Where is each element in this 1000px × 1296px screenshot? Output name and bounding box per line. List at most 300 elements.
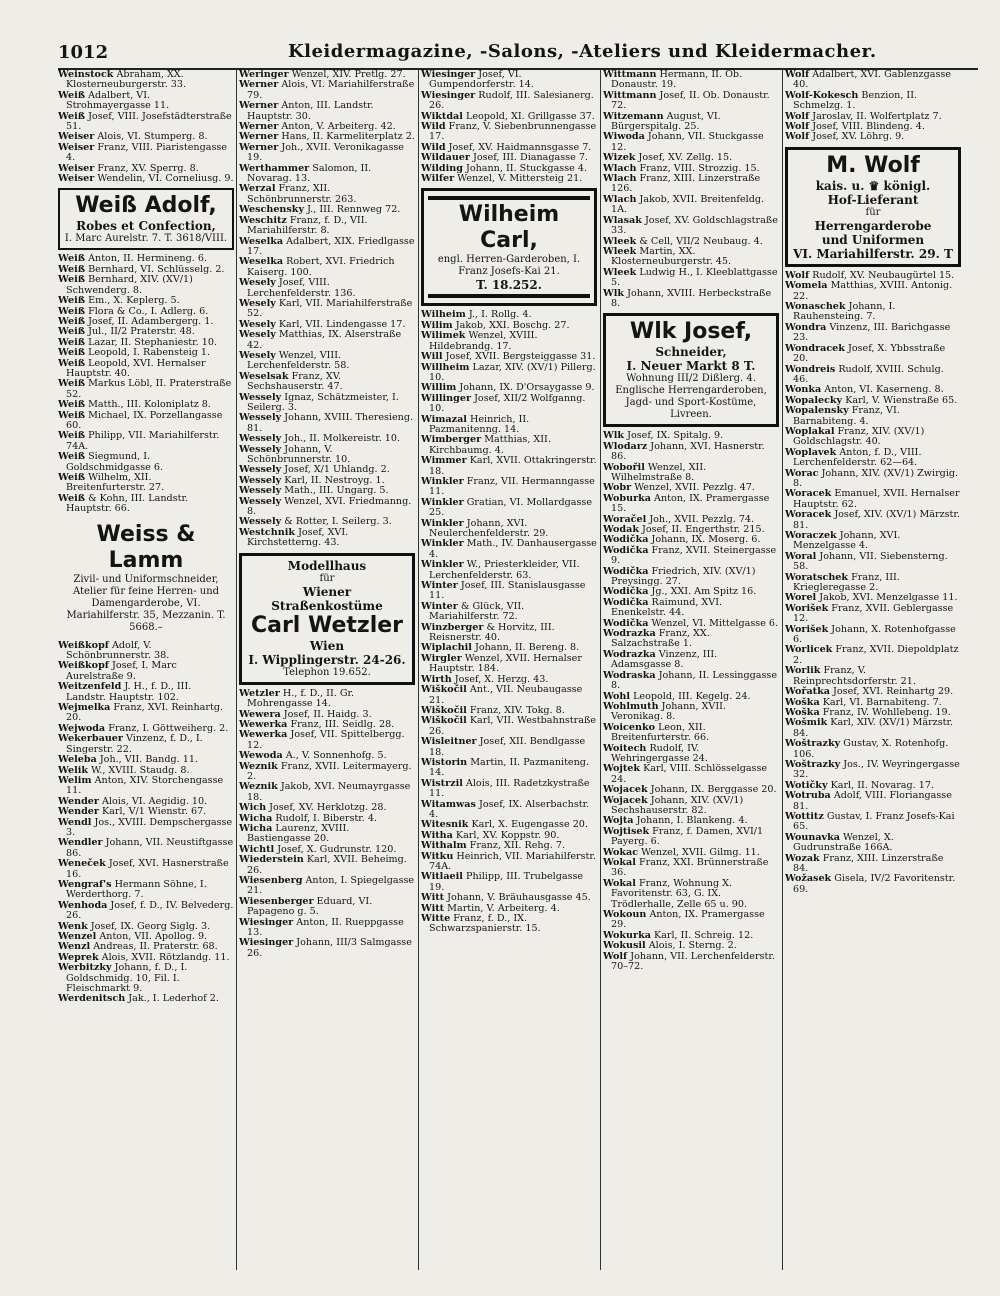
ad-line: Wiener Straßenkostüme: [271, 584, 383, 613]
entry-address: Josef, XII. Bendlgasse 18.: [429, 736, 586, 758]
entry-name: Werbitzky: [58, 962, 112, 974]
entry-name: Witzemann: [603, 110, 664, 122]
entry-name: Winter: [421, 580, 458, 592]
entry-address: W., Priesterkleider, VII. Lerchenfelderstr. 63.: [429, 559, 580, 581]
entry-name: Wessely: [239, 495, 282, 507]
directory-entry: [58, 112, 234, 133]
directory-entry: [785, 552, 961, 573]
directory-entry: [421, 91, 597, 112]
entry-address: Johann, f. D., I. Goldschmidg. 10, Fil. I. Fleischmarkt 9.: [66, 962, 188, 995]
entry-name: Woštrazky: [785, 738, 841, 750]
entry-name: Weißkopf: [58, 639, 109, 651]
entry-name: Wessely: [239, 433, 282, 445]
directory-entry: [603, 858, 779, 879]
entry-name: Wejwoda: [58, 722, 106, 734]
directory-entry: [58, 411, 234, 432]
entry-name: Woplavek: [785, 446, 837, 458]
entry-address: Franz, V. Reinprechtsdorferstr. 21.: [793, 665, 916, 687]
directory-entry: [603, 463, 779, 484]
entry-address: Matthias, XVIII. Antonig. 22.: [793, 280, 953, 302]
directory-entry: [785, 510, 961, 531]
entry-name: Wendler: [58, 837, 103, 849]
entry-name: Witesnik: [421, 819, 469, 831]
entry-name: Wokurka: [603, 929, 651, 941]
entry-address: Karl, VII. Mariahilferstraße 52.: [247, 297, 413, 320]
entry-address: Lazar, II. Stephaniestr. 10.: [85, 336, 217, 348]
entry-name: Weiß: [58, 274, 86, 286]
entry-name: Werdenitsch: [58, 993, 126, 1005]
entry-address: Hermann, II. Ob. Donaustr. 19.: [611, 70, 743, 91]
entry-name: Witt: [421, 892, 445, 904]
entry-address: Hans, II. Karmeliterplatz 2.: [278, 131, 415, 143]
entry-address: Joh., VII. Bandg. 11.: [96, 754, 198, 766]
directory-entry: [785, 760, 961, 781]
entry-name: Wodraska: [603, 669, 656, 681]
entry-address: Jos., XVIII. Dempschergasse 3.: [66, 816, 233, 838]
directory-entry: [785, 448, 961, 469]
directory-entry: [785, 91, 961, 112]
entry-address: Friedrich, XIV. (XV/1) Preysingg. 27.: [611, 565, 756, 588]
entry-address: Matth., III. Koloniplatz 8.: [85, 399, 211, 411]
entry-address: Martin, II. Pazmaniteng. 14.: [429, 756, 589, 779]
entry-name: Wlasak: [603, 214, 642, 226]
entry-name: Werzal: [239, 183, 276, 195]
entry-name: Weselsak: [239, 370, 289, 382]
directory-entry: [239, 80, 415, 101]
entry-name: Wejmelka: [58, 702, 111, 714]
entry-address: Josef, XVI. Reinhartg 29.: [829, 686, 954, 698]
entry-name: Willim: [421, 382, 457, 394]
entry-address: Wendelin, VI. Corneliusg. 9.: [94, 173, 234, 185]
entry-address: Josef, I. Marc Aurelstraße 9.: [66, 660, 177, 682]
entry-name: Woracek: [785, 488, 832, 500]
directory-entry: [603, 546, 779, 567]
entry-name: Westchnik: [239, 526, 296, 538]
directory-entry: [58, 473, 234, 494]
entry-address: Karl, VII. Westbahnstraße 26.: [429, 715, 597, 737]
entry-name: Wiškočil: [421, 704, 467, 716]
entry-name: Wlach: [603, 173, 637, 185]
entry-name: Wittmann: [603, 70, 657, 80]
entry-address: Anton, IX. Pramergasse 15.: [611, 492, 770, 515]
entry-name: Wiškočil: [421, 715, 467, 727]
directory-entry: [58, 275, 234, 296]
entry-name: Wessely: [239, 443, 282, 455]
directory-entry: [785, 427, 961, 448]
directory-entry: [421, 363, 597, 384]
entry-address: Karl, VIII. Schlösselgasse 24.: [611, 763, 768, 785]
entry-address: Josef, XVI. Hasnerstraße 16.: [66, 858, 229, 880]
entry-address: Martin, V. Arbeiterg. 4.: [444, 902, 560, 914]
entry-name: Werner: [239, 79, 279, 91]
entry-address: Anton, V. Arbeiterg. 42.: [278, 121, 396, 133]
entry-address: Adalbert, XVI. Gablenzgasse 40.: [793, 70, 951, 91]
entry-name: Werner: [239, 121, 279, 133]
entry-name: Wenzel: [58, 931, 97, 942]
entry-name: Weiß: [58, 253, 86, 265]
entry-address: Leopold, XI. Grillgasse 37.: [462, 110, 595, 122]
directory-entry: [421, 498, 597, 519]
entry-address: Karl, X. Eugengasse 20.: [468, 819, 588, 831]
column-4: [603, 70, 779, 1270]
entry-address: Adolf, V. Schönbrunnerstr. 38.: [66, 639, 170, 662]
ad-rule: [428, 294, 590, 298]
directory-entry: [785, 302, 961, 323]
entry-address: Franz, f. D., IX. Schwarzspanierstr. 15.: [429, 913, 541, 935]
directory-entry: [785, 791, 961, 812]
entry-name: Wodička: [603, 617, 649, 629]
entry-address: Anton, I. Spiegelgasse 21.: [247, 875, 415, 897]
directory-entry: [421, 737, 597, 758]
entry-address: Johann, VII. Stuckgasse 12.: [611, 131, 764, 153]
entry-name: Wopalecky: [785, 394, 843, 406]
entry-address: Josef, XVII. Bergsteiggasse 31.: [442, 351, 596, 363]
entry-address: Franz, XV. Sechshauserstr. 47.: [247, 370, 343, 393]
entry-name: Worac: [785, 467, 819, 479]
directory-entry: [421, 539, 597, 560]
entry-address: Wenzel, V. Mittersteig 21.: [454, 173, 583, 185]
entry-name: Wiesenberg: [239, 875, 303, 886]
entry-address: Philipp, III. Trubelgasse 19.: [429, 871, 584, 893]
directory-entry: [603, 268, 779, 289]
entry-address: Jakob, XXI. Boschg. 27.: [452, 319, 570, 331]
entry-address: Leopold, I. Rabensteig 1.: [85, 347, 211, 359]
entry-name: Wotičky: [785, 779, 828, 791]
entry-address: Wenzel, XIV. Pretlg. 27.: [288, 70, 406, 80]
entry-name: Wimazal: [421, 413, 467, 425]
directory-entry: [239, 445, 415, 466]
entry-address: Josef, VIII. Lerchenfelderstr. 136.: [247, 277, 356, 299]
entry-address: Josef, XV. Goldschlagstraße 33.: [611, 214, 778, 237]
advertisement-box: [603, 313, 779, 427]
directory-entry: [421, 581, 597, 602]
entry-address: Anton, IX. Pramergasse 29.: [611, 909, 765, 931]
entry-name: Weiß: [58, 357, 86, 369]
entry-address: Gustav, I. Franz Josefs-Kai 65.: [793, 810, 955, 833]
entry-name: Wlk: [603, 430, 625, 442]
entry-name: Wolf-Kokesch: [785, 89, 859, 101]
entry-name: Werthammer: [239, 162, 310, 174]
entry-name: Wizek: [603, 152, 636, 164]
entry-address: Josef, XV. Zellg. 15.: [635, 152, 733, 164]
column-divider: [418, 70, 419, 1270]
directory-entry: [785, 604, 961, 625]
entry-address: Wenzel, XVII. Hernalser Hauptstr. 184.: [429, 652, 582, 675]
ad-line: Weiss & Lamm: [96, 521, 196, 573]
entry-name: Wokac: [603, 846, 639, 858]
entry-address: Johann, I. Blankeng. 4.: [633, 815, 748, 827]
directory-entry: [58, 818, 234, 839]
entry-address: Flora & Co., I. Adlerg. 6.: [85, 305, 209, 317]
entry-address: Franz, XIII. Linzerstraße 126.: [611, 173, 761, 195]
entry-name: Werner: [239, 131, 279, 143]
entry-name: Wekerbauer: [58, 733, 123, 745]
entry-address: Josef, XVI. Kirchstetterng. 43.: [247, 526, 349, 549]
entry-address: Karl, VII. Lindengasse 17.: [275, 318, 406, 330]
entry-name: Willinger: [421, 392, 472, 404]
entry-address: Josef, XIV. (XV/1) Märzstr. 81.: [793, 509, 960, 531]
entry-name: Worišek: [785, 623, 829, 635]
entry-address: Jakob, XVI. Menzelgasse 11.: [816, 592, 958, 604]
ad-line: Telephon 19.652.: [283, 666, 371, 678]
entry-address: Josef, X. Gudrunstr. 120.: [274, 843, 397, 855]
directory-entry: [785, 489, 961, 510]
entry-name: Wetzler: [239, 687, 280, 699]
entry-address: Benzion, II. Schmelzg. 1.: [793, 89, 918, 112]
entry-address: Math., III. Ungarg. 5.: [281, 485, 389, 497]
entry-name: Witamwas: [421, 798, 476, 810]
directory-entry: [239, 393, 415, 414]
directory-entry: [603, 91, 779, 112]
ad-rule: [428, 196, 590, 200]
entry-address: Rudolf, XVIII. Schulg. 46.: [793, 363, 944, 385]
entry-address: Johann, XIV. (XV/1) Zwirgig. 8.: [793, 467, 959, 489]
entry-name: Wilfer: [421, 173, 455, 185]
directory-entry: [239, 762, 415, 783]
entry-address: Leopold, III. Kegelg. 24.: [630, 690, 751, 702]
entry-name: Weiß: [58, 492, 86, 504]
entry-name: Werner: [239, 141, 279, 153]
entry-address: Karl, V/1 Wienstr. 67.: [98, 806, 207, 818]
entry-name: Wendl: [58, 816, 92, 828]
entry-name: Wokal: [603, 877, 636, 889]
entry-address: Jakob, XVI. Neumayrgasse 18.: [247, 781, 411, 803]
entry-address: Alois, VI. Mariahilferstraße 79.: [247, 79, 415, 101]
directory-entry: [58, 734, 234, 755]
directory-entry: [603, 174, 779, 195]
directory-entry: [603, 494, 779, 515]
directory-entry: [603, 723, 779, 744]
entry-address: Johann, V. Bräuhausgasse 45.: [444, 892, 591, 904]
entry-address: Jos., IV. Weyringergasse 32.: [793, 758, 960, 781]
entry-address: Leon, XII. Breitenfurterstr. 66.: [611, 721, 710, 744]
directory-entry: [58, 682, 234, 703]
directory-entry: [58, 359, 234, 380]
entry-name: Wirth: [421, 673, 452, 685]
entry-name: Weiß: [58, 378, 86, 390]
entry-address: Franz, XVII. Diepoldplatz 2.: [793, 644, 959, 666]
entry-address: Karl, II. Schreig. 12.: [650, 929, 754, 941]
entry-name: Wolf: [785, 131, 810, 143]
directory-entry: [785, 469, 961, 490]
entry-name: Woburka: [603, 492, 651, 504]
entry-name: Wleek: [603, 235, 637, 247]
entry-address: Franz, I. Göttweiherg. 2.: [105, 722, 229, 734]
entry-name: Wodak: [603, 524, 639, 535]
entry-name: Wewoda: [239, 750, 283, 762]
entry-address: Josef, II. Adambergerg. 1.: [85, 315, 214, 327]
directory-entry: [603, 112, 779, 133]
entry-name: Wenzl: [58, 941, 91, 953]
entry-address: Jul., II/2 Praterstr. 48.: [85, 326, 195, 338]
entry-name: Winkler: [421, 559, 464, 571]
entry-name: Weprek: [58, 951, 99, 963]
entry-name: Worlik: [785, 665, 821, 677]
entry-address: Wenzel, VIII. Lerchenfelderstr. 58.: [247, 349, 350, 372]
entry-address: Gustav, X. Rotenhofg. 106.: [793, 738, 949, 760]
directory-entry: [603, 879, 779, 910]
ad-line: und Uniformen: [821, 232, 925, 247]
entry-name: Weinstock: [58, 70, 114, 80]
entry-name: Wender: [58, 806, 99, 818]
entry-address: Johann, XVII. Veronikag. 8.: [611, 700, 726, 723]
entry-address: Jg., XXI. Am Spitz 16.: [648, 586, 757, 598]
entry-name: Wild: [421, 121, 446, 133]
directory-entry: [603, 289, 779, 310]
directory-entry: [58, 963, 234, 994]
advertisement-box: [58, 519, 234, 637]
directory-entry: [603, 650, 779, 671]
entry-name: Weselka: [239, 235, 284, 247]
directory-entry: [58, 703, 234, 724]
entry-address: Josef, VI. Gumpendorferstr. 14.: [429, 70, 534, 91]
entry-address: Josef, XV. Herklotzg. 28.: [266, 802, 387, 814]
entry-address: Karl, XV. Koppstr. 90.: [452, 829, 560, 841]
directory-entry: [421, 456, 597, 477]
column-3: [421, 70, 597, 1270]
entry-name: Weneček: [58, 858, 106, 870]
entry-name: Winkler: [421, 538, 464, 550]
entry-address: Anton, VII. Apollog. 9.: [96, 931, 208, 942]
directory-entry: [603, 910, 779, 931]
directory-columns: [58, 70, 970, 1270]
entry-name: Wodička: [603, 544, 649, 556]
entry-name: Wender: [58, 795, 99, 807]
directory-entry: [239, 278, 415, 299]
directory-entry: [239, 938, 415, 959]
entry-address: Johann, XVI. Hasnerstr. 86.: [611, 440, 765, 463]
directory-entry: [239, 497, 415, 518]
entry-name: Weiß: [58, 89, 86, 101]
entry-address: Josef, III. Dianagasse 7.: [469, 152, 588, 164]
entry-name: Wessely: [239, 391, 282, 403]
entry-name: Weznik: [239, 781, 278, 793]
entry-name: Wewerka: [239, 729, 288, 741]
entry-address: Franz, VIII. Strozzig. 15.: [636, 162, 760, 174]
directory-entry: [239, 918, 415, 939]
entry-name: Wojacek: [603, 784, 648, 796]
entry-address: Karl, V. Wienstraße 65.: [842, 394, 958, 406]
entry-name: Wesely: [239, 329, 276, 341]
directory-entry: [239, 876, 415, 897]
entry-address: Karl, XVII. Ottakringerstr. 18.: [429, 455, 597, 477]
entry-name: Wolf: [603, 950, 628, 962]
entry-address: Johann, VII. Neustiftgasse 86.: [66, 837, 234, 859]
entry-address: Jakob, XVII. Breitenfeldg. 1A.: [611, 193, 765, 216]
entry-name: Withalm: [421, 840, 467, 852]
entry-name: Wlk: [603, 287, 625, 299]
entry-name: Wicha: [239, 822, 273, 834]
ad-line: engl. Herren-Garderoben, I. Franz Josefs-Kai 21.: [437, 254, 581, 278]
entry-name: Wodička: [603, 565, 649, 577]
entry-address: Franz, XIV. (XV/1) Goldschlagstr. 40.: [793, 425, 925, 448]
entry-name: Worišek: [785, 602, 829, 614]
entry-address: Josef, II. Ob. Donaustr. 72.: [611, 89, 770, 112]
entry-name: Wozak: [785, 852, 820, 864]
directory-entry: [58, 379, 234, 400]
entry-address: Franz, VII. Hermanngasse 11.: [429, 475, 595, 498]
directory-entry: [58, 431, 234, 452]
entry-address: Gisela, IV/2 Favoritenstr. 69.: [793, 873, 956, 895]
entry-address: & Rotter, I. Seilerg. 3.: [281, 516, 392, 528]
entry-name: Wounavka: [785, 831, 840, 843]
entry-name: Weselka: [239, 256, 284, 268]
entry-name: Witha: [421, 829, 453, 841]
entry-name: Woral: [785, 550, 817, 562]
entry-name: Weiß: [58, 326, 86, 338]
entry-address: Johann, XIV. (XV/1) Sechshauserstr. 82.: [611, 794, 744, 816]
entry-name: Wisleitner: [421, 736, 477, 748]
page-number: 1012: [58, 42, 109, 63]
ad-line: Modellhaus: [287, 558, 367, 573]
entry-address: Franz, VI. Barnabiteng. 4.: [793, 405, 900, 427]
entry-address: Franz, XVII. Leitermayerg. 2.: [247, 760, 412, 782]
directory-entry: [58, 859, 234, 880]
entry-address: & Cell, VII/2 Neubaug. 4.: [636, 235, 763, 247]
directory-entry: [239, 101, 415, 122]
entry-address: Franz, XIV. Tokg. 8.: [466, 704, 565, 716]
directory-entry: [603, 671, 779, 692]
ad-line: Robes et Confection,: [76, 219, 216, 234]
directory-entry: [58, 994, 234, 1004]
entry-address: Karl, VI. Barnabiteng. 7.: [819, 696, 942, 708]
directory-entry: [603, 764, 779, 785]
directory-entry: [785, 625, 961, 646]
column-1: [58, 70, 234, 1270]
entry-address: J. H., f. D., III. Landstr. Hauptstr. 102.: [66, 681, 192, 703]
entry-address: Jak., I. Lederhof 2.: [125, 993, 219, 1005]
directory-entry: [785, 854, 961, 875]
entry-name: Wilding: [421, 162, 463, 174]
directory-entry: [603, 952, 779, 973]
directory-entry: [421, 519, 597, 540]
directory-entry: [603, 827, 779, 848]
directory-entry: [239, 689, 415, 710]
directory-entry: [58, 143, 234, 164]
entry-address: Franz, f. Damen, XVI/1 Payerg. 6.: [611, 825, 764, 848]
entry-address: Johann, II. Lessinggasse 8.: [611, 669, 778, 692]
directory-entry: [239, 330, 415, 351]
directory-entry: [421, 758, 597, 779]
entry-name: Wondreis: [785, 363, 836, 375]
entry-address: Franz, V. Siebenbrunnengasse 17.: [429, 121, 597, 143]
entry-name: Wottitz: [785, 810, 824, 822]
entry-address: Leopold, XVI. Hernalser Hauptstr. 40.: [66, 357, 206, 379]
entry-address: Heinrich, II. Pazmanitenng. 14.: [429, 413, 530, 435]
directory-entry: [58, 641, 234, 662]
entry-name: Woračel: [603, 513, 647, 525]
directory-entry: [239, 184, 415, 205]
directory-entry: [239, 143, 415, 164]
entry-name: Wojacek: [603, 794, 648, 806]
directory-entry: [421, 716, 597, 737]
entry-address: Lazar, XIV. (XV/1) Pillerg. 10.: [429, 361, 596, 383]
directory-entry: [421, 623, 597, 644]
entry-name: Wodička: [603, 534, 649, 546]
entry-name: Wobořil: [603, 461, 645, 473]
entry-name: Wistorin: [421, 756, 468, 768]
entry-address: Raimund, XVI. Enenkelstr. 44.: [611, 596, 723, 619]
entry-name: Wlach: [603, 193, 637, 205]
entry-name: Weiß: [58, 430, 86, 442]
entry-address: Johann, IX. D'Orsaygasse 9.: [456, 382, 595, 394]
entry-address: Franz, IV. Wohllebeng. 19.: [819, 706, 951, 718]
entry-address: Johann, III/3 Salmgasse 26.: [247, 937, 412, 959]
entry-name: Wohlmuth: [603, 700, 659, 712]
entry-name: Wodrazka: [603, 628, 656, 640]
directory-entry: [58, 174, 234, 184]
column-2: [239, 70, 415, 1270]
